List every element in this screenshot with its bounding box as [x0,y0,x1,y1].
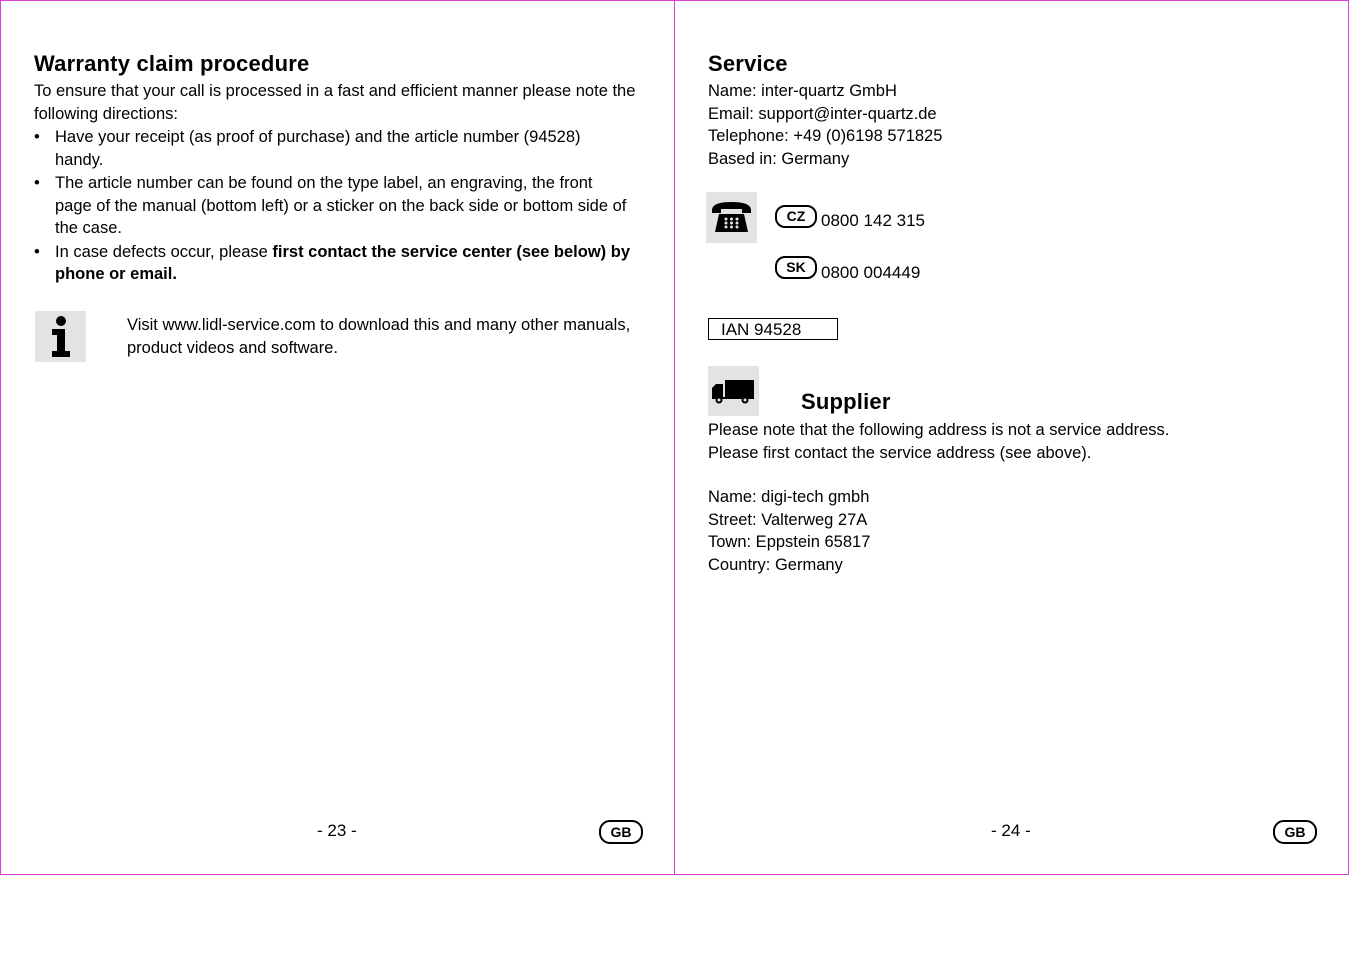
service-location: Based in: Germany [708,149,850,168]
country-badge-cz: CZ [775,205,817,228]
page-number: - 23 - [317,821,357,840]
item-line: The article number can be found on the type label, an engraving, the front [55,174,593,192]
bullet: • [34,128,40,146]
supplier-town: Town: Eppstein 65817 [708,533,871,551]
supplier-note-line: Please note that the following address is not a service address. [708,421,1170,439]
item-line: Have your receipt (as proof of purchase) and the article number (94528) [55,128,581,146]
left-page [0,0,675,875]
service-name: Name: inter-quartz GmbH [708,82,897,100]
country-badge-sk: SK [775,256,817,279]
supplier-name: Name: digi-tech gmbh [708,488,870,506]
service-telephone: Telephone: +49 (0)6198 571825 [708,127,943,145]
phone-number-sk: 0800 004449 [821,263,921,282]
info-text [127,314,657,359]
language-badge: GB [599,820,643,844]
item-emphasis: phone or email. [55,265,177,283]
service-email: Email: support@inter-quartz.de [708,104,937,123]
language-badge: GB [1273,820,1317,844]
intro-line: following directions: [34,104,178,123]
item-line: the case. [55,219,122,237]
supplier-note-line: Please first contact the service address (see above). [708,443,1092,462]
list-item [34,241,654,286]
ian-box: IAN 94528 [708,318,838,340]
info-icon [35,311,86,362]
right-page [674,0,1349,875]
page-number: - 24 - [991,821,1031,840]
info-line: product videos and software. [127,338,338,357]
directions-list [34,126,654,286]
supplier-title: Supplier [801,389,891,414]
supplier-note [708,419,1328,464]
supplier-street: Street: Valterweg 27A [708,510,868,529]
supplier-country: Country: Germany [708,555,843,574]
warranty-title: Warranty claim procedure [34,51,310,76]
item-line: page of the manual (bottom left) or a sticker on the back side or bottom side of [55,196,627,215]
supplier-address [708,486,1308,576]
warranty-intro [34,80,654,125]
telephone-icon [706,192,757,243]
item-line [55,241,654,264]
service-details [708,80,1308,170]
item-emphasis: first contact the service center (see below) by [272,242,631,261]
list-item [34,126,654,171]
info-line: Visit www.lidl-service.com to download this and many other manuals, [127,316,631,334]
bullet: • [34,242,40,261]
list-item [34,172,654,240]
phone-number-cz: 0800 142 315 [821,211,925,230]
intro-line: To ensure that your call is processed in a fast and efficient manner please note the [34,82,636,100]
truck-icon [708,366,759,416]
bullet: • [34,174,40,192]
item-text: In case defects occur, please [55,242,273,261]
service-title: Service [708,51,788,76]
item-line: handy. [55,150,104,169]
